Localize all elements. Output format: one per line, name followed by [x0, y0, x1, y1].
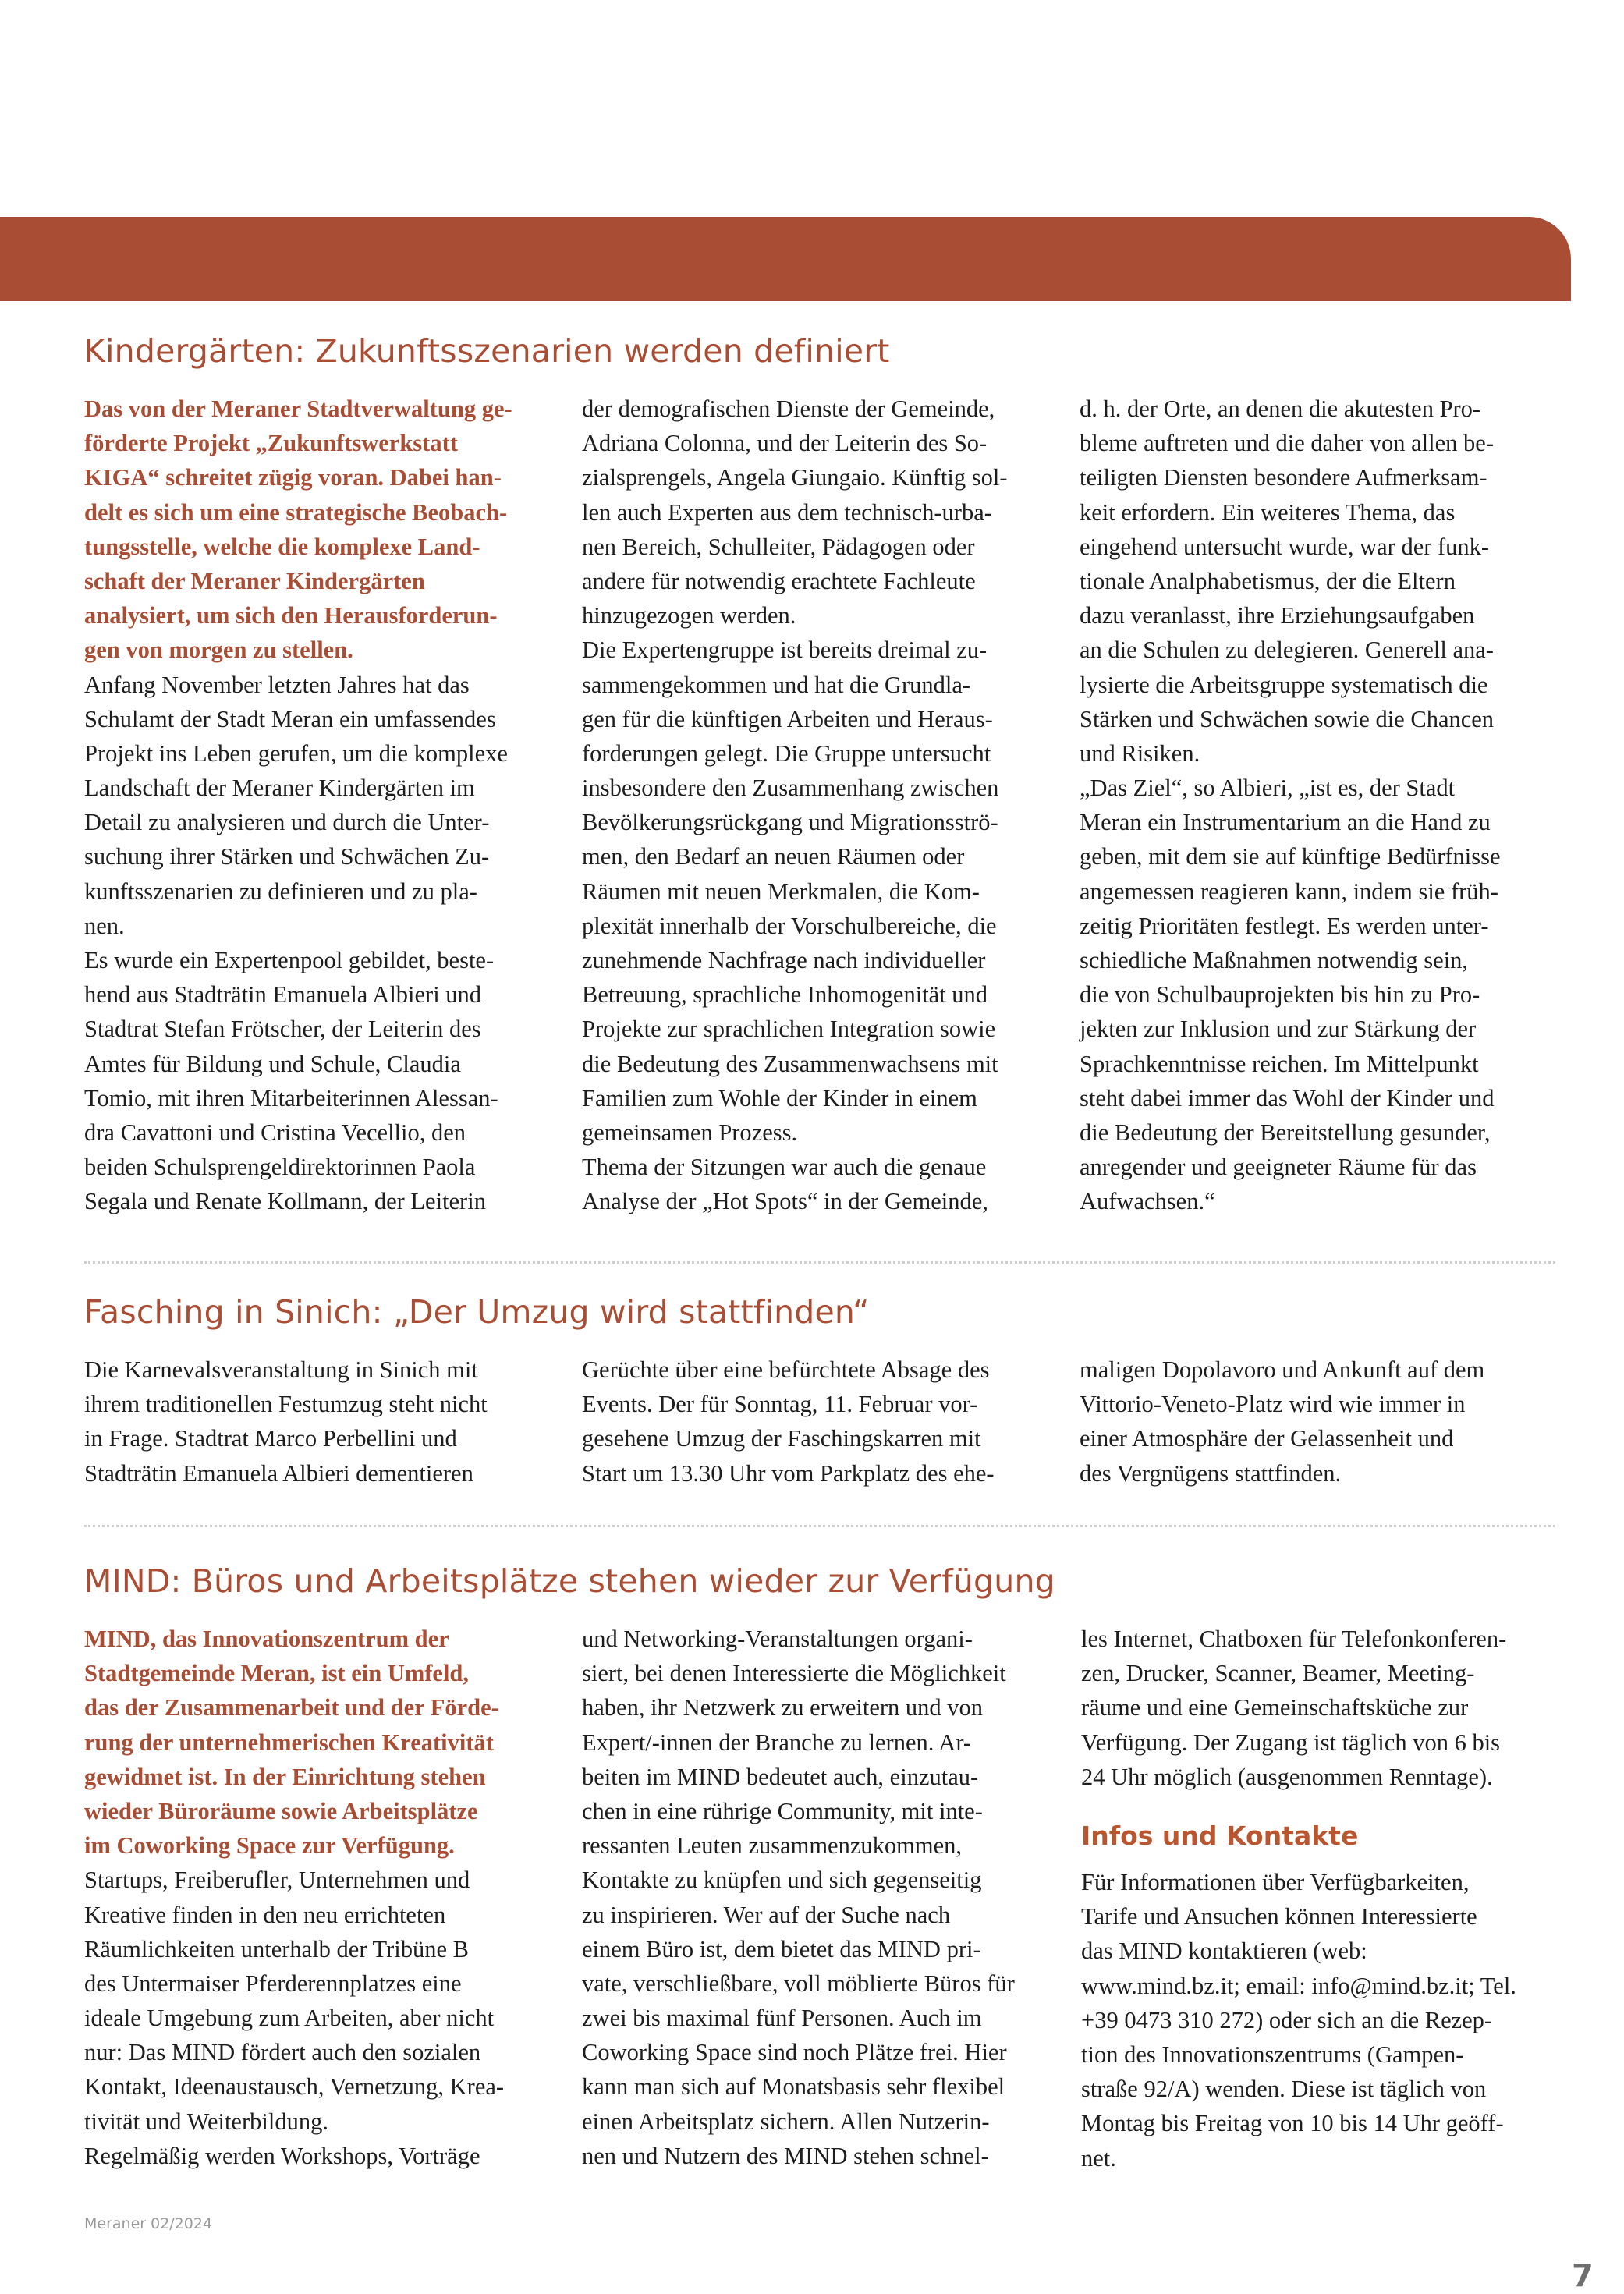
body-text-line: „Das Ziel“, so Albieri, „ist es, der Stadt [1080, 775, 1456, 802]
body-text-line: maligen Dopolavoro und Ankunft auf dem [1080, 1356, 1485, 1383]
body-text-line: Amtes für Bildung und Schule, Claudia [84, 1050, 461, 1077]
lead-paragraph-line: rung der unternehmerischen Kreativität [84, 1728, 494, 1756]
body-text-line: zunehmende Nachfrage nach individueller [582, 947, 986, 973]
body-text-line: Tomio, mit ihren Mitarbeiterinnen Alessan- [84, 1084, 498, 1112]
body-text-line: dra Cavattoni und Cristina Vecellio, den [84, 1119, 466, 1146]
body-text-line: Meran ein Instrumentarium an die Hand zu [1080, 809, 1491, 836]
body-text-line: Es wurde ein Expertenpool gebildet, beste- [84, 947, 495, 973]
body-text-line: forderungen gelegt. Die Gruppe untersucht [582, 739, 991, 767]
lead-paragraph-line: im Coworking Space zur Verfügung. [84, 1832, 455, 1860]
body-text-line: Events. Der für Sonntag, 11. Februar vor- [582, 1391, 978, 1418]
body-text-line: men, den Bedarf an neuen Räumen oder [582, 843, 965, 870]
body-text-line: jekten zur Inklusion und zur Stärkung der [1080, 1016, 1477, 1043]
body-text-line: vate, verschließbare, voll möblierte Büros für [582, 1970, 1015, 1997]
body-text-line: eingehend untersucht wurde, war der funk- [1080, 533, 1490, 560]
body-text-line: ideale Umgebung zum Arbeiten, aber nicht [84, 2005, 495, 2032]
article-fasching-column-3 [1080, 1353, 1484, 1491]
article-mind-column-3-top [1081, 1622, 1506, 1794]
body-text-line: die Bedeutung des Zusammenwachsens mit [582, 1050, 998, 1077]
body-text-line: Familien zum Wohle der Kinder in einem [582, 1084, 977, 1112]
body-text-line: beiden Schulsprengeldirektorinnen Paola [84, 1154, 476, 1181]
body-text-line: gesehene Umzug der Faschingskarren mit [582, 1425, 981, 1452]
body-text-line: Startups, Freiberufler, Unternehmen und [84, 1867, 470, 1894]
body-text-line: haben, ihr Netzwerk zu erweitern und von [582, 1694, 984, 1721]
body-text-line: die von Schulbauprojekten bis hin zu Pro- [1080, 981, 1480, 1009]
body-text-line: und Networking-Veranstaltungen organi- [582, 1626, 973, 1652]
body-text-line: Adriana Colonna, und der Leiterin des So- [582, 430, 988, 457]
body-text-line: Kreative finden in den neu errichteten [84, 1901, 446, 1928]
body-text-line: einer Atmosphäre der Gelassenheit und [1080, 1425, 1454, 1452]
body-text-line: Gerüchte über eine befürchtete Absage des [582, 1356, 990, 1383]
body-text-line: len auch Experten aus dem technisch-urba- [582, 498, 992, 526]
lead-paragraph-line: das der Zusammenarbeit und der Förde- [84, 1694, 499, 1721]
body-text-line: Die Karnevalsveranstaltung in Sinich mit [84, 1356, 478, 1383]
body-text-line: Die Expertengruppe ist bereits dreimal zu- [582, 636, 988, 664]
lead-paragraph-line: wieder Büroräume sowie Arbeitsplätze [84, 1797, 478, 1824]
body-text-line: nen. [84, 912, 125, 939]
lead-paragraph-line: gen von morgen zu stellen. [84, 636, 353, 664]
body-text-line: tion des Innovationszentrums (Gampen- [1081, 2040, 1464, 2068]
subheading-infos-und-kontakte: Infos und Kontakte [1081, 1821, 1359, 1851]
footer-publication: Meraner 02/2024 [84, 2215, 213, 2232]
body-text-line: kunftsszenarien zu definieren und zu pla- [84, 878, 477, 905]
lead-paragraph-line: förderte Projekt „Zukunftswerkstatt [84, 430, 458, 457]
body-text-line: Start um 13.30 Uhr vom Parkplatz des ehe- [582, 1459, 995, 1487]
body-text-line: zu inspirieren. Wer auf der Suche nach [582, 1901, 951, 1928]
body-text-line: Aufwachsen.“ [1080, 1188, 1215, 1215]
article-title-mind: MIND: Büros und Arbeitsplätze stehen wieder zur Verfügung [84, 1562, 1055, 1600]
body-text-line: Sprachkenntnisse reichen. Im Mittelpunkt [1080, 1050, 1479, 1077]
lead-paragraph-line: schaft der Meraner Kindergärten [84, 567, 425, 594]
page-number: 7 [1572, 2258, 1594, 2294]
lead-paragraph-line: tungsstelle, welche die komplexe Land- [84, 533, 480, 560]
body-text-line: Expert/-innen der Branche zu lernen. Ar- [582, 1728, 972, 1756]
body-text-line: zialsprengels, Angela Giungaio. Künftig sol- [582, 464, 1008, 491]
body-text-line: tivität und Weiterbildung. [84, 2108, 328, 2135]
body-text-line: des Untermaiser Pferderennplatzes eine [84, 1970, 462, 1997]
body-text-line: räume und eine Gemeinschaftsküche zur [1081, 1694, 1469, 1721]
lead-paragraph-line: KIGA“ schreitet zügig voran. Dabei han- [84, 464, 502, 491]
body-text-line: Regelmäßig werden Workshops, Vorträge [84, 2142, 480, 2169]
body-text-line: Stadträtin Emanuela Albieri dementieren [84, 1459, 473, 1487]
body-text-line: kann man sich auf Monatsbasis sehr flexibel [582, 2073, 1005, 2101]
body-text-line: insbesondere den Zusammenhang zwischen [582, 775, 999, 802]
body-text-line: Projekte zur sprachlichen Integration sowie [582, 1016, 996, 1043]
body-text-line: Landschaft der Meraner Kindergärten im [84, 775, 475, 802]
body-text-line: Segala und Renate Kollmann, der Leiterin [84, 1188, 486, 1215]
body-text-line: Vittorio-Veneto-Platz wird wie immer in [1080, 1391, 1466, 1418]
body-text-line: nen und Nutzern des MIND stehen schnel- [582, 2142, 989, 2169]
lead-paragraph-line: analysiert, um sich den Herausforderun- [84, 602, 498, 629]
body-text-line: Betreuung, sprachliche Inhomogenität und [582, 981, 988, 1009]
body-text-line: straße 92/A) wenden. Diese ist täglich von [1081, 2076, 1487, 2103]
body-text-line: angemessen reagieren kann, indem sie früh- [1080, 878, 1498, 905]
section-divider [84, 1261, 1555, 1264]
lead-paragraph-line: MIND, das Innovationszentrum der [84, 1626, 449, 1652]
body-text-line: net. [1081, 2144, 1116, 2172]
body-text-line: ihrem traditionellen Festumzug steht nicht [84, 1391, 488, 1418]
body-text-line: plexität innerhalb der Vorschulbereiche, die [582, 912, 997, 939]
body-text-line: Schulamt der Stadt Meran ein umfassendes [84, 705, 496, 732]
body-text-line: Kontakt, Ideenaustausch, Vernetzung, Krea- [84, 2073, 505, 2101]
body-text-line: Anfang November letzten Jahres hat das [84, 671, 470, 698]
article-mind-column-1 [84, 1622, 504, 2173]
body-text-line: siert, bei denen Interessierte die Möglichkeit [582, 1660, 1006, 1687]
body-text-line: hend aus Stadträtin Emanuela Albieri und [84, 981, 482, 1009]
body-text-line: Räumlichkeiten unterhalb der Tribüne B [84, 1935, 470, 1962]
lead-paragraph-line: Das von der Meraner Stadtverwaltung ge- [84, 395, 512, 422]
body-text-line: einem Büro ist, dem bietet das MIND pri- [582, 1935, 981, 1962]
article-kindergaerten-column-3 [1080, 392, 1501, 1219]
body-text-line: d. h. der Orte, an denen die akutesten Pro- [1080, 395, 1481, 422]
body-text-line: 24 Uhr möglich (ausgenommen Renntage). [1081, 1763, 1493, 1790]
body-text-line: teiligten Diensten besondere Aufmerksam- [1080, 464, 1487, 491]
body-text-line: Coworking Space sind noch Plätze frei. Hier [582, 2039, 1007, 2066]
article-kindergaerten-column-1 [84, 392, 512, 1219]
body-text-line: keit erfordern. Ein weiteres Thema, das [1080, 498, 1456, 526]
article-kindergaerten-column-2 [582, 392, 1008, 1219]
body-text-line: beiten im MIND bedeutet auch, einzutau- [582, 1763, 979, 1790]
body-text-line: +39 0473 310 272) oder sich an die Rezep- [1081, 2006, 1493, 2033]
body-text-line: zeitig Prioritäten festlegt. Es werden unter- [1080, 912, 1489, 939]
body-text-line: Stärken und Schwächen sowie die Chancen [1080, 705, 1495, 732]
body-text-line: Tarife und Ansuchen können Interessierte [1081, 1903, 1477, 1931]
body-text-line: nen Bereich, Schulleiter, Pädagogen oder [582, 533, 975, 560]
article-title-kindergaerten: Kindergärten: Zukunftsszenarien werden definiert [84, 332, 890, 370]
body-text-line: zen, Drucker, Scanner, Beamer, Meeting- [1081, 1660, 1475, 1687]
body-text-line: Detail zu analysieren und durch die Unter- [84, 809, 490, 836]
body-text-line: anregender und geeigneter Räume für das [1080, 1154, 1477, 1181]
body-text-line: tionale Analphabetismus, der die Eltern [1080, 567, 1456, 594]
body-text-line: geben, mit dem sie auf künftige Bedürfnisse [1080, 843, 1501, 870]
body-text-line: Stadtrat Stefan Frötscher, der Leiterin des [84, 1016, 481, 1043]
article-fasching-column-1 [84, 1353, 488, 1491]
article-mind-column-2 [582, 1622, 1015, 2173]
article-fasching-column-2 [582, 1353, 995, 1491]
body-text-line: in Frage. Stadtrat Marco Perbellini und [84, 1425, 457, 1452]
body-text-line: und Risiken. [1080, 739, 1200, 767]
body-text-line: gen für die künftigen Arbeiten und Heraus- [582, 705, 993, 732]
lead-paragraph-line: delt es sich um eine strategische Beobach- [84, 498, 508, 526]
body-text-line: schiedliche Maßnahmen notwendig sein, [1080, 947, 1469, 973]
body-text-line: dazu veranlasst, ihre Erziehungsaufgaben [1080, 602, 1475, 629]
body-text-line: ressanten Leuten zusammenzukommen, [582, 1832, 962, 1860]
body-text-line: Verfügung. Der Zugang ist täglich von 6 bis [1081, 1728, 1501, 1756]
header-banner [0, 217, 1571, 301]
body-text-line: an die Schulen zu delegieren. Generell ana- [1080, 636, 1494, 664]
body-text-line: gemeinsamen Prozess. [582, 1119, 798, 1146]
body-text-line: Für Informationen über Verfügbarkeiten, [1081, 1869, 1470, 1895]
body-text-line: zwei bis maximal fünf Personen. Auch im [582, 2005, 982, 2032]
body-text-line: Kontakte zu knüpfen und sich gegenseitig [582, 1867, 982, 1894]
body-text-line: einen Arbeitsplatz sichern. Allen Nutzerin- [582, 2108, 990, 2135]
body-text-line: les Internet, Chatboxen für Telefonkonferen- [1081, 1626, 1507, 1652]
body-text-line: bleme auftreten und die daher von allen be- [1080, 430, 1494, 457]
lead-paragraph-line: Stadtgemeinde Meran, ist ein Umfeld, [84, 1660, 470, 1687]
body-text-line: des Vergnügens stattfinden. [1080, 1459, 1342, 1487]
body-text-line: steht dabei immer das Wohl der Kinder und [1080, 1084, 1495, 1112]
body-text-line: Bevölkerungsrückgang und Migrationsströ- [582, 809, 998, 836]
article-mind-column-3-contacts [1081, 1865, 1516, 2175]
section-divider [84, 1525, 1555, 1527]
body-text-line: das MIND kontaktieren (web: [1081, 1938, 1367, 1965]
body-text-line: Räumen mit neuen Merkmalen, die Kom- [582, 878, 980, 905]
lead-paragraph-line: gewidmet ist. In der Einrichtung stehen [84, 1763, 486, 1790]
body-text-line: Analyse der „Hot Spots“ in der Gemeinde, [582, 1188, 988, 1215]
body-text-line: chen in eine rührige Community, mit inte- [582, 1797, 983, 1824]
body-text-line: Projekt ins Leben gerufen, um die komplexe [84, 739, 508, 767]
body-text-line: Montag bis Freitag von 10 bis 14 Uhr geöff- [1081, 2110, 1504, 2137]
body-text-line: andere für notwendig erachtete Fachleute [582, 567, 976, 594]
body-text-line: suchung ihrer Stärken und Schwächen Zu- [84, 843, 490, 870]
body-text-line: sammengekommen und hat die Grundla- [582, 671, 971, 698]
body-text-line: Thema der Sitzungen war auch die genaue [582, 1154, 987, 1181]
body-text-line: nur: Das MIND fördert auch den sozialen [84, 2039, 481, 2066]
article-title-fasching: Fasching in Sinich: „Der Umzug wird stattfinden“ [84, 1293, 870, 1331]
body-text-line: lysierte die Arbeitsgruppe systematisch die [1080, 671, 1488, 698]
body-text-line: www.mind.bz.it; email: info@mind.bz.it; Tel. [1081, 1972, 1516, 1999]
body-text-line: hinzugezogen werden. [582, 602, 796, 629]
body-text-line: der demografischen Dienste der Gemeinde, [582, 395, 995, 422]
body-text-line: die Bedeutung der Bereitstellung gesunder, [1080, 1119, 1491, 1146]
